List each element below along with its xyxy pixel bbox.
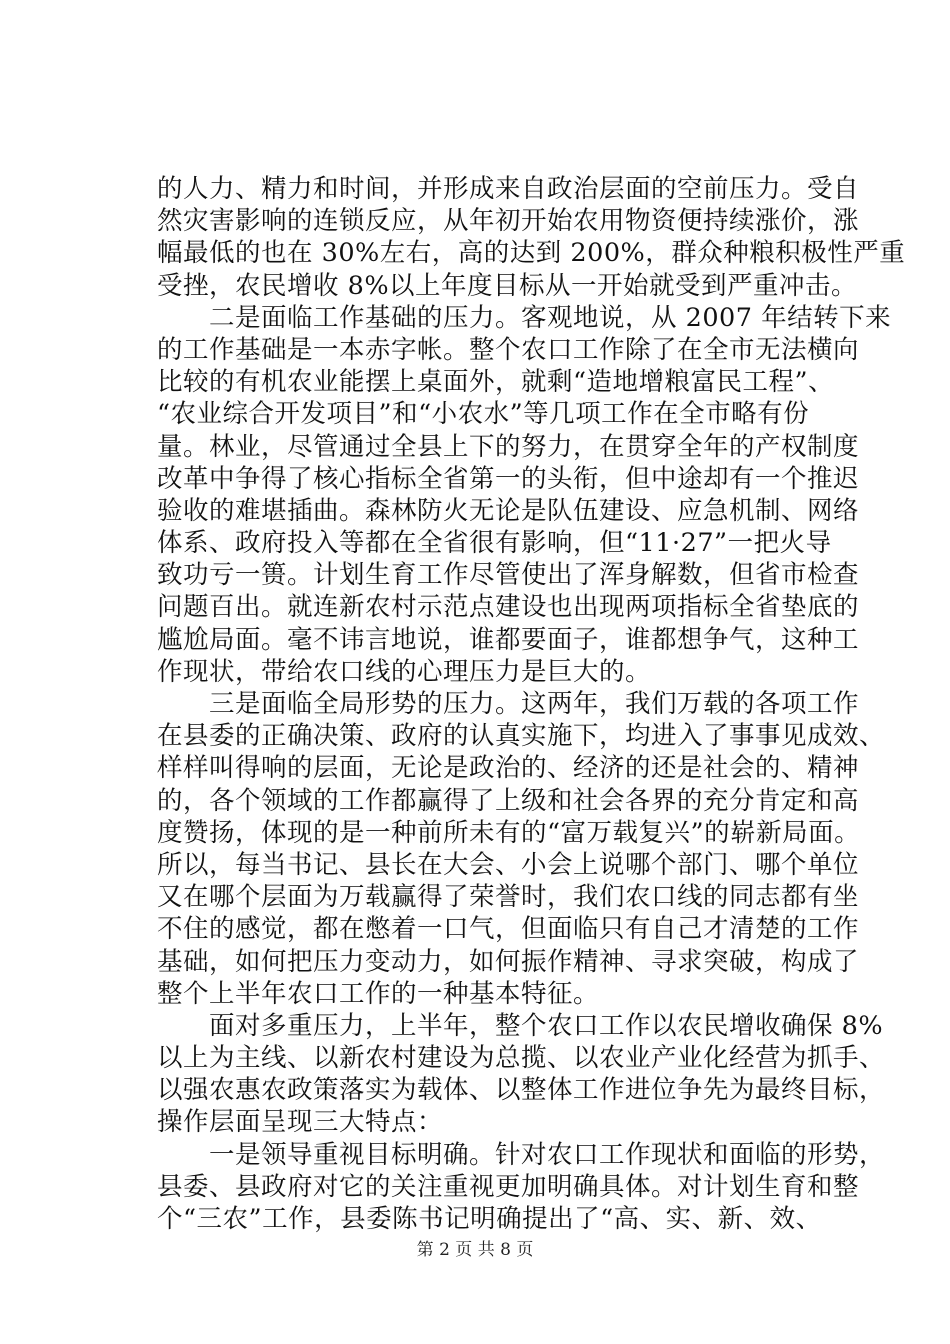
text-line: 面对多重压力，上半年，整个农口工作以农民增收确保 8% bbox=[157, 1010, 884, 1041]
text-line: 样样叫得响的层面，无论是政治的、经济的还是社会的、精神 bbox=[157, 753, 860, 784]
text-line: 所以，每当书记、县长在大会、小会上说哪个部门、哪个单位 bbox=[157, 849, 860, 880]
text-line: 的，各个领域的工作都赢得了上级和社会各界的充分肯定和高 bbox=[157, 785, 860, 816]
text-line: 致功亏一篑。计划生育工作尽管使出了浑身解数，但省市检查 bbox=[157, 560, 860, 591]
text-line: 基础，如何把压力变动力，如何振作精神、寻求突破，构成了 bbox=[157, 946, 860, 977]
text-line: 一是领导重视目标明确。针对农口工作现状和面临的形势， bbox=[157, 1139, 886, 1170]
page-footer bbox=[0, 1239, 950, 1261]
text-line: 尴尬局面。毫不讳言地说，谁都要面子，谁都想争气，这种工 bbox=[157, 624, 860, 655]
text-line: 的工作基础是一本赤字帐。整个农口工作除了在全市无法横向 bbox=[157, 334, 860, 365]
text-line: 县委、县政府对它的关注重视更加明确具体。对计划生育和整 bbox=[157, 1171, 860, 1202]
text-line: 幅最低的也在 30%左右，高的达到 200%，群众种粮积极性严重 bbox=[157, 238, 906, 269]
text-line: 整个上半年农口工作的一种基本特征。 bbox=[157, 978, 600, 1009]
text-line: 问题百出。就连新农村示范点建设也出现两项指标全省垫底的 bbox=[157, 592, 860, 623]
text-line: 以上为主线、以新农村建设为总揽、以农业产业化经营为抓手、 bbox=[157, 1043, 886, 1074]
text-line: 度赞扬，体现的是一种前所未有的“富万载复兴”的崭新局面。 bbox=[157, 817, 861, 848]
text-line: 然灾害影响的连锁反应，从年初开始农用物资便持续涨价，涨 bbox=[157, 206, 860, 237]
text-line: 受挫，农民增收 8%以上年度目标从一开始就受到严重冲击。 bbox=[157, 270, 858, 301]
text-line: 作现状，带给农口线的心理压力是巨大的。 bbox=[157, 656, 652, 687]
text-line: 比较的有机农业能摆上桌面外，就剩“造地增粮富民工程”、 bbox=[157, 367, 835, 398]
text-line: 以强农惠农政策落实为载体、以整体工作进位争先为最终目标， bbox=[157, 1075, 886, 1106]
text-line: 在县委的正确决策、政府的认真实施下，均进入了事事见成效、 bbox=[157, 721, 886, 752]
text-line: 又在哪个层面为万载赢得了荣誉时，我们农口线的同志都有坐 bbox=[157, 882, 860, 913]
text-line: 个“三农”工作，县委陈书记明确提出了“高、实、新、效、 bbox=[157, 1204, 822, 1234]
text-line: 二是面临工作基础的压力。客观地说，从 2007 年结转下来 bbox=[157, 302, 892, 333]
text-line: 三是面临全局形势的压力。这两年，我们万载的各项工作 bbox=[157, 689, 860, 719]
text-line: 操作层面呈现三大特点： bbox=[157, 1107, 444, 1138]
page-number-label: 第 2 页 共 8 页 bbox=[416, 1240, 534, 1260]
text-line: 验收的难堪插曲。森林防火无论是队伍建设、应急机制、网络 bbox=[157, 495, 860, 526]
text-line: 的人力、精力和时间，并形成来自政治层面的空前压力。受自 bbox=[157, 174, 860, 204]
text-line: “农业综合开发项目”和“小农水”等几项工作在全市略有份 bbox=[157, 399, 810, 430]
text-line: 体系、政府投入等都在全省很有影响，但“11·27”一把火导 bbox=[157, 528, 832, 559]
text-line: 量。林业，尽管通过全县上下的努力，在贯穿全年的产权制度 bbox=[157, 431, 860, 462]
text-line: 改革中争得了核心指标全省第一的头衔，但中途却有一个推迟 bbox=[157, 463, 860, 494]
text-line: 不住的感觉，都在憋着一口气，但面临只有自己才清楚的工作 bbox=[157, 914, 860, 945]
body-text bbox=[157, 173, 906, 1235]
